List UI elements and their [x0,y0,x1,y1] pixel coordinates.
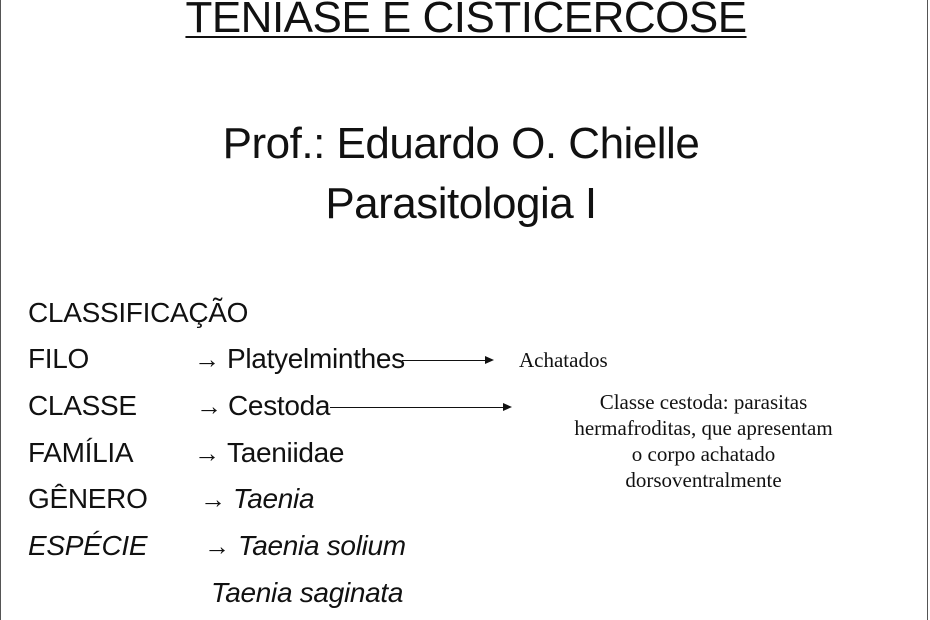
note-line: Classe cestoda: parasitas [599,390,808,414]
row-value: Taenia solium [238,530,406,561]
row-label: ESPÉCIE [28,530,148,561]
classification-row-classe [28,389,331,423]
arrow-right-icon: → [194,344,220,374]
arrow-right-icon: → [200,484,226,514]
classification-row-filo [28,342,405,376]
note-line: hermafroditas, que apresentam [574,416,833,440]
row-label: FILO [28,343,90,374]
classe-note [531,389,876,493]
row-value: Cestoda [228,390,331,421]
arrow-right-icon: → [196,391,222,421]
arrow-right-icon: → [194,438,220,468]
connector-arrow-filo [402,360,485,361]
filo-note: Achatados [519,348,608,372]
classification-row-genero [28,482,315,516]
classification-row-especie [28,529,406,563]
row-value: Taeniidae [227,437,345,468]
course-line: Parasitologia I [325,179,597,228]
extra-species: Taenia saginata [211,577,404,608]
slide-title: TENIASE E CISTICERCOSE [185,0,747,42]
row-label: CLASSE [28,390,137,421]
arrow-right-icon: → [204,531,230,561]
classification-heading: CLASSIFICAÇÃO [28,297,249,328]
row-label: FAMÍLIA [28,437,134,468]
note-line: dorsoventralmente [625,468,782,492]
author-line: Prof.: Eduardo O. Chielle [222,119,700,168]
row-value: Taenia [233,483,315,514]
connector-arrow-classe [330,407,503,408]
classification-row-familia [28,436,345,470]
note-line: o corpo achatado [631,442,776,466]
row-value: Platyelminthes [227,343,405,374]
row-label: GÊNERO [28,483,148,514]
